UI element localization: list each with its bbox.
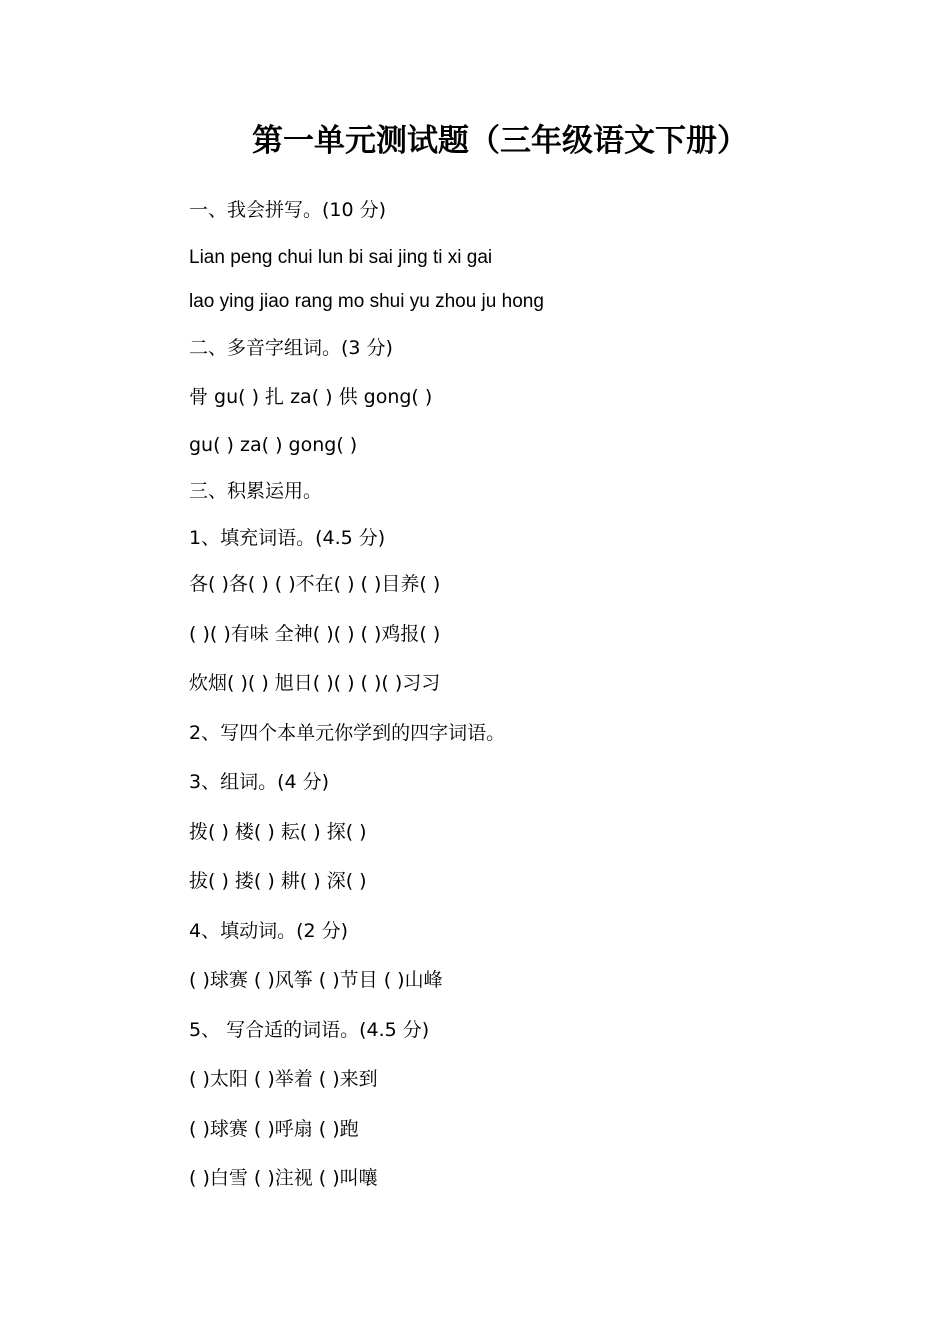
document-body: [189, 186, 889, 1204]
question-5-heading: 5、 写合适的词语。(4.5 分): [189, 1018, 430, 1041]
question-5-line-3: ( )白雪 ( )注视 ( )叫嚷: [189, 1167, 378, 1189]
question-1-line-2: ( )( )有味 全神( )( ) ( )鸡报( ): [189, 622, 441, 645]
section-heading-spelling: 一、我会拼写。(10 分): [189, 199, 387, 221]
question-3-line-2: 拔( ) 搂( ) 耕( ) 深( ): [189, 870, 367, 892]
polyphonic-line-1: 骨 gu( ) 扎 za( ) 供 gong( ): [189, 386, 433, 408]
pinyin-line-2: lao ying jiao rang mo shui yu zhou ju hong: [189, 290, 544, 312]
pinyin-line-1: Lian peng chui lun bi sai jing ti xi gai: [189, 246, 493, 268]
question-5-line-2: ( )球赛 ( )呼扇 ( )跑: [189, 1117, 359, 1140]
section-heading-polyphonic: 二、多音字组词。(3 分): [189, 336, 393, 359]
polyphonic-line-2: gu( ) za( ) gong( ): [189, 433, 358, 456]
question-1-heading: 1、填充词语。(4.5 分): [189, 527, 386, 549]
question-2-heading: 2、写四个本单元你学到的四字词语。: [189, 721, 506, 744]
question-3-heading: 3、组词。(4 分): [189, 771, 330, 793]
document-title: 第一单元测试题（三年级语文下册）: [252, 123, 748, 159]
question-3-line-1: 拨( ) 楼( ) 耘( ) 探( ): [189, 820, 367, 843]
question-4-line-1: ( )球赛 ( )风筝 ( )节目 ( )山峰: [189, 969, 443, 991]
question-1-line-3: 炊烟( )( ) 旭日( )( ) ( )( )习习: [189, 672, 441, 694]
question-5-line-1: ( )太阳 ( )举着 ( )来到: [189, 1068, 378, 1090]
question-4-heading: 4、填动词。(2 分): [189, 919, 349, 942]
section-heading-application: 三、积累运用。: [189, 479, 323, 502]
question-1-line-1: 各( )各( ) ( )不在( ) ( )目养( ): [189, 573, 441, 595]
